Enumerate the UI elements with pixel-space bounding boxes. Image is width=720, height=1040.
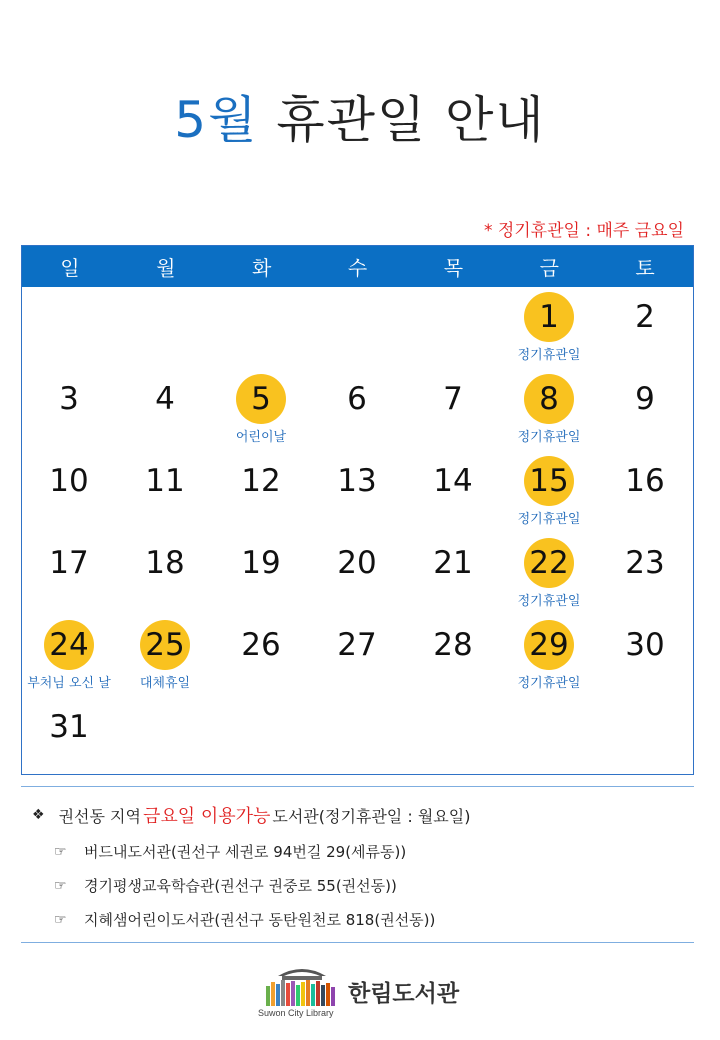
day-label: 대체휴일 <box>139 676 191 691</box>
day-cell <box>309 451 405 533</box>
library-name: 한림도서관 <box>348 981 460 1007</box>
day-number-wrap <box>44 456 94 506</box>
day-number: 11 <box>145 463 185 499</box>
day-label: 정기휴관일 <box>517 512 581 527</box>
day-cell <box>213 533 309 615</box>
day-label: 정기휴관일 <box>517 348 581 363</box>
day-cell <box>21 533 117 615</box>
pointing-hand-icon: ☞ <box>54 877 67 894</box>
day-cell <box>501 615 597 697</box>
day-cell <box>117 369 213 451</box>
day-cell <box>213 369 309 451</box>
info-main-prefix: 권선동 지역 <box>58 806 141 826</box>
diamond-bullet-icon: ❖ <box>32 807 45 823</box>
day-cell <box>405 615 501 697</box>
weekday-header: 화 <box>251 256 272 280</box>
calendar-weekday-header <box>22 246 693 287</box>
day-number-wrap <box>140 538 190 588</box>
pointing-hand-icon: ☞ <box>54 843 67 860</box>
day-number: 6 <box>347 381 367 417</box>
closed-day-marker <box>524 456 574 506</box>
day-number-wrap <box>44 538 94 588</box>
day-cell <box>597 451 693 533</box>
day-number: 23 <box>625 545 665 581</box>
day-number: 1 <box>539 299 559 335</box>
closed-day-marker <box>140 620 190 670</box>
weekday-header: 일 <box>60 256 80 280</box>
day-cell <box>405 451 501 533</box>
day-number-wrap <box>236 538 286 588</box>
day-number: 29 <box>529 627 569 663</box>
day-label: 어린이날 <box>235 430 287 445</box>
calendar <box>21 245 694 775</box>
regular-closure-notice: * 정기휴관일 : 매주 금요일 <box>483 221 684 241</box>
day-cell <box>405 533 501 615</box>
day-cell <box>309 369 405 451</box>
day-number-wrap <box>428 620 478 670</box>
info-main-highlight: 금요일 이용가능 <box>142 806 271 827</box>
library-logo <box>258 964 464 1024</box>
day-number: 22 <box>529 545 569 581</box>
day-number: 27 <box>337 627 377 663</box>
weekday-header: 수 <box>347 256 368 280</box>
day-cell <box>597 369 693 451</box>
day-cell <box>21 697 117 779</box>
divider-bottom <box>21 942 694 943</box>
library-item <box>54 875 692 896</box>
closed-day-marker <box>524 374 574 424</box>
day-cell <box>597 287 693 369</box>
closed-day-marker <box>524 620 574 670</box>
day-number: 16 <box>625 463 665 499</box>
closed-day-marker <box>44 620 94 670</box>
day-number: 31 <box>49 709 89 745</box>
library-building-books-icon <box>264 964 340 1008</box>
day-cell <box>213 451 309 533</box>
day-number-wrap <box>44 702 94 752</box>
day-label: 부처님 오신 날 <box>27 676 111 691</box>
day-number: 2 <box>635 299 655 335</box>
day-number-wrap <box>236 456 286 506</box>
day-number-wrap <box>332 456 382 506</box>
day-cell <box>309 615 405 697</box>
info-main-line <box>32 802 692 828</box>
weekday-header: 토 <box>635 256 655 280</box>
day-number: 14 <box>433 463 473 499</box>
day-number: 30 <box>625 627 665 663</box>
day-number-wrap <box>620 538 670 588</box>
library-item-text: 버드내도서관(권선구 세권로 94번길 29(세류동)) <box>84 843 407 861</box>
day-number: 7 <box>443 381 463 417</box>
page-title <box>0 80 720 152</box>
day-label: 정기휴관일 <box>517 594 581 609</box>
day-cell <box>21 615 117 697</box>
day-cell <box>501 533 597 615</box>
library-subtitle: Suwon City Library <box>258 1008 334 1018</box>
day-cell <box>501 369 597 451</box>
library-item <box>54 909 692 930</box>
day-cell <box>21 451 117 533</box>
day-number: 19 <box>241 545 281 581</box>
day-cell <box>597 615 693 697</box>
day-number-wrap <box>620 456 670 506</box>
day-number-wrap <box>332 374 382 424</box>
day-number: 15 <box>529 463 569 499</box>
day-number: 9 <box>635 381 655 417</box>
day-number-wrap <box>140 456 190 506</box>
day-number: 4 <box>155 381 175 417</box>
closed-day-marker <box>236 374 286 424</box>
day-cell <box>117 533 213 615</box>
day-number-wrap <box>332 620 382 670</box>
title-month: 5월 <box>174 91 259 149</box>
info-section <box>32 802 692 930</box>
library-item-text: 경기평생교육학습관(권선구 권중로 55(권선동)) <box>84 877 397 895</box>
day-cell <box>213 615 309 697</box>
calendar-grid <box>22 287 693 774</box>
day-label: 정기휴관일 <box>517 430 581 445</box>
day-number: 3 <box>59 381 79 417</box>
day-cell <box>405 369 501 451</box>
day-number: 28 <box>433 627 473 663</box>
library-item-text: 지혜샘어린이도서관(권선구 동탄원천로 818(권선동)) <box>84 911 436 929</box>
day-number-wrap <box>620 374 670 424</box>
day-cell <box>117 451 213 533</box>
day-number-wrap <box>620 620 670 670</box>
day-number-wrap <box>44 374 94 424</box>
info-main-suffix: 도서관(정기휴관일 : 월요일) <box>272 806 471 826</box>
day-number: 12 <box>241 463 281 499</box>
day-number: 5 <box>251 381 271 417</box>
day-cell <box>21 369 117 451</box>
day-number: 8 <box>539 381 559 417</box>
day-cell <box>501 287 597 369</box>
day-number: 17 <box>49 545 89 581</box>
day-number-wrap <box>428 374 478 424</box>
day-cell <box>309 533 405 615</box>
day-number: 24 <box>49 627 89 663</box>
day-number: 26 <box>241 627 281 663</box>
closed-day-marker <box>524 538 574 588</box>
day-cell <box>117 615 213 697</box>
day-cell <box>501 451 597 533</box>
weekday-header: 목 <box>443 256 464 280</box>
weekday-header: 월 <box>156 256 176 280</box>
day-number: 10 <box>49 463 89 499</box>
day-number-wrap <box>428 456 478 506</box>
day-cell <box>597 533 693 615</box>
day-number-wrap <box>332 538 382 588</box>
weekday-header: 금 <box>539 256 559 280</box>
day-number: 25 <box>145 627 185 663</box>
day-number: 20 <box>337 545 377 581</box>
day-label: 정기휴관일 <box>517 676 581 691</box>
pointing-hand-icon: ☞ <box>54 911 67 928</box>
day-number: 13 <box>337 463 377 499</box>
closed-day-marker <box>524 292 574 342</box>
day-number-wrap <box>236 620 286 670</box>
day-number-wrap <box>140 374 190 424</box>
day-number-wrap <box>428 538 478 588</box>
title-rest: 휴관일 안내 <box>276 91 546 149</box>
divider-top <box>21 786 694 787</box>
day-number: 18 <box>145 545 185 581</box>
library-item <box>54 841 692 862</box>
day-number-wrap <box>620 292 670 342</box>
day-number: 21 <box>433 545 473 581</box>
